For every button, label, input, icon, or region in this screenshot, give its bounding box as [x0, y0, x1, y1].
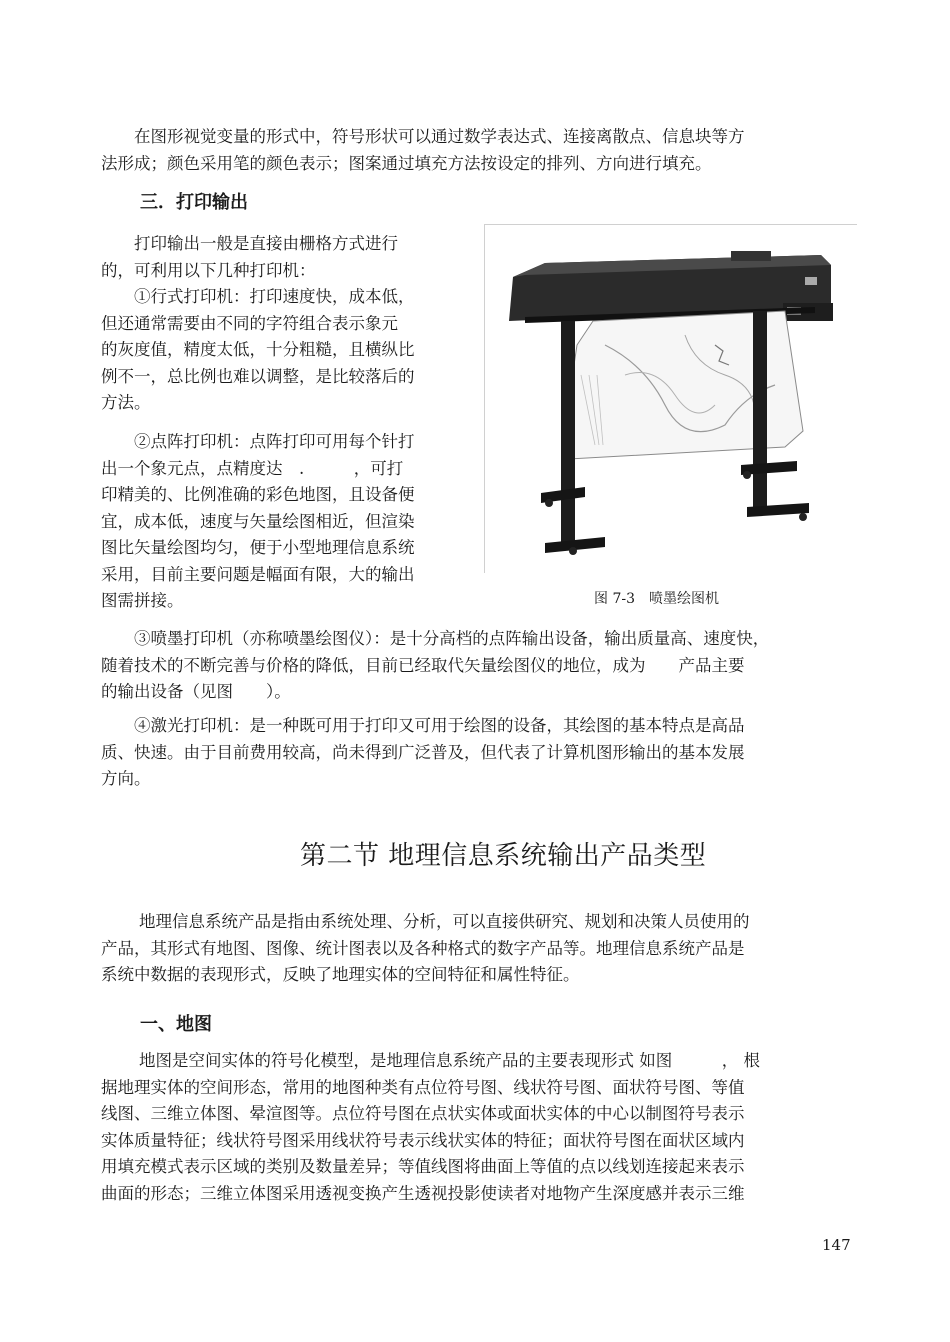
- heading-map: 一、地图: [140, 1014, 212, 1035]
- text-line: 产品，其形式有地图、图像、统计图表以及各种格式的数字产品等。地理信息系统产品是: [101, 938, 745, 958]
- text-line: 系统中数据的表现形式，反映了地理实体的空间特征和属性特征。: [101, 965, 580, 984]
- text-line: 例不一，总比例也难以调整，是比较落后的: [101, 366, 415, 386]
- print-intro-paragraph: [101, 231, 461, 284]
- text-line: 方向。: [101, 769, 151, 788]
- text-line: 线图、三维立体图、晕渲图等。点位符号图在点状实体或面状实体的中心以制图符号表示: [101, 1104, 745, 1123]
- line-printer-paragraph: [101, 284, 461, 417]
- page-number: 147: [822, 1236, 851, 1254]
- text-line: 宜，成本低，速度与矢量绘图相近，但渲染: [101, 511, 415, 531]
- text-line: 用填充模式表示区域的类别及数量差异；等值线图将曲面上等值的点以线划连接起来表示: [101, 1157, 745, 1176]
- text-line: 的灰度值，精度太低，十分粗糙，且横纵比: [101, 340, 415, 359]
- text-line: 打印输出一般是直接由栅格方式进行: [134, 234, 398, 253]
- figure-caption: 图 7-3 喷墨绘图机: [594, 591, 719, 607]
- text-line: 但还通常需要由不同的字符组合表示象元: [101, 313, 398, 333]
- text-line: 采用，目前主要问题是幅面有限，大的输出: [101, 564, 415, 584]
- text-line: 质、快速。由于目前费用较高，尚未得到广泛普及，但代表了计算机图形输出的基本发展: [101, 742, 745, 762]
- inkjet-paragraph: [101, 626, 853, 706]
- text-line: 地图是空间实体的符号化模型，是地理信息系统产品的主要表现形式 如图 ， 根: [139, 1051, 760, 1070]
- heading-print-output: 三．打印输出: [140, 192, 248, 213]
- text-line: 方法。: [101, 393, 151, 412]
- products-paragraph: [101, 909, 853, 989]
- dot-matrix-paragraph: [101, 429, 461, 615]
- inkjet-plotter-illustration: [485, 225, 857, 573]
- intro-paragraph: [101, 124, 853, 177]
- text-line: 实体质量特征；线状符号图采用线状符号表示线状实体的特征；面状符号图在面状区域内: [101, 1130, 745, 1150]
- map-paragraph: [101, 1048, 853, 1207]
- text-line: 据地理实体的空间形态，常用的地图种类有点位符号图、线状符号图、面状符号图、等值: [101, 1077, 745, 1097]
- text-line: ①行式打印机：打印速度快，成本低，: [134, 287, 415, 306]
- text-line: ③喷墨打印机（亦称喷墨绘图仪）：是十分高档的点阵输出设备，输出质量高、速度快，: [134, 629, 770, 648]
- section-title: 第二节 地理信息系统输出产品类型: [300, 841, 707, 871]
- text-line: ④激光打印机：是一种既可用于打印又可用于绘图的设备，其绘图的基本特点是高品: [134, 716, 745, 735]
- text-line: 曲面的形态；三维立体图采用透视变换产生透视投影使读者对地物产生深度感并表示三维: [101, 1183, 745, 1203]
- text-line: 在图形视觉变量的形式中，符号形状可以通过数学表达式、连接离散点、信息块等方: [134, 127, 745, 146]
- text-line: 图需拼接。: [101, 591, 184, 610]
- text-line: 出一个象元点，点精度达 . ，可打: [101, 458, 404, 478]
- text-line: 的输出设备（见图 ）。: [101, 682, 291, 701]
- text-line: 地理信息系统产品是指由系统处理、分析，可以直接供研究、规划和决策人员使用的: [139, 912, 750, 931]
- text-line: 的，可利用以下几种打印机：: [101, 260, 316, 280]
- figure-inkjet-plotter: [484, 224, 857, 573]
- text-line: 法形成；颜色采用笔的颜色表示；图案通过填充方法按设定的排列、方向进行填充。: [101, 153, 712, 173]
- text-line: ②点阵打印机：点阵打印可用每个针打: [134, 432, 415, 451]
- text-line: 图比矢量绘图均匀，便于小型地理信息系统: [101, 538, 415, 557]
- laser-paragraph: [101, 713, 853, 793]
- text-line: 印精美的、比例准确的彩色地图，且设备便: [101, 485, 415, 504]
- text-line: 随着技术的不断完善与价格的降低，目前已经取代矢量绘图仪的地位，成为 产品主要: [101, 655, 745, 675]
